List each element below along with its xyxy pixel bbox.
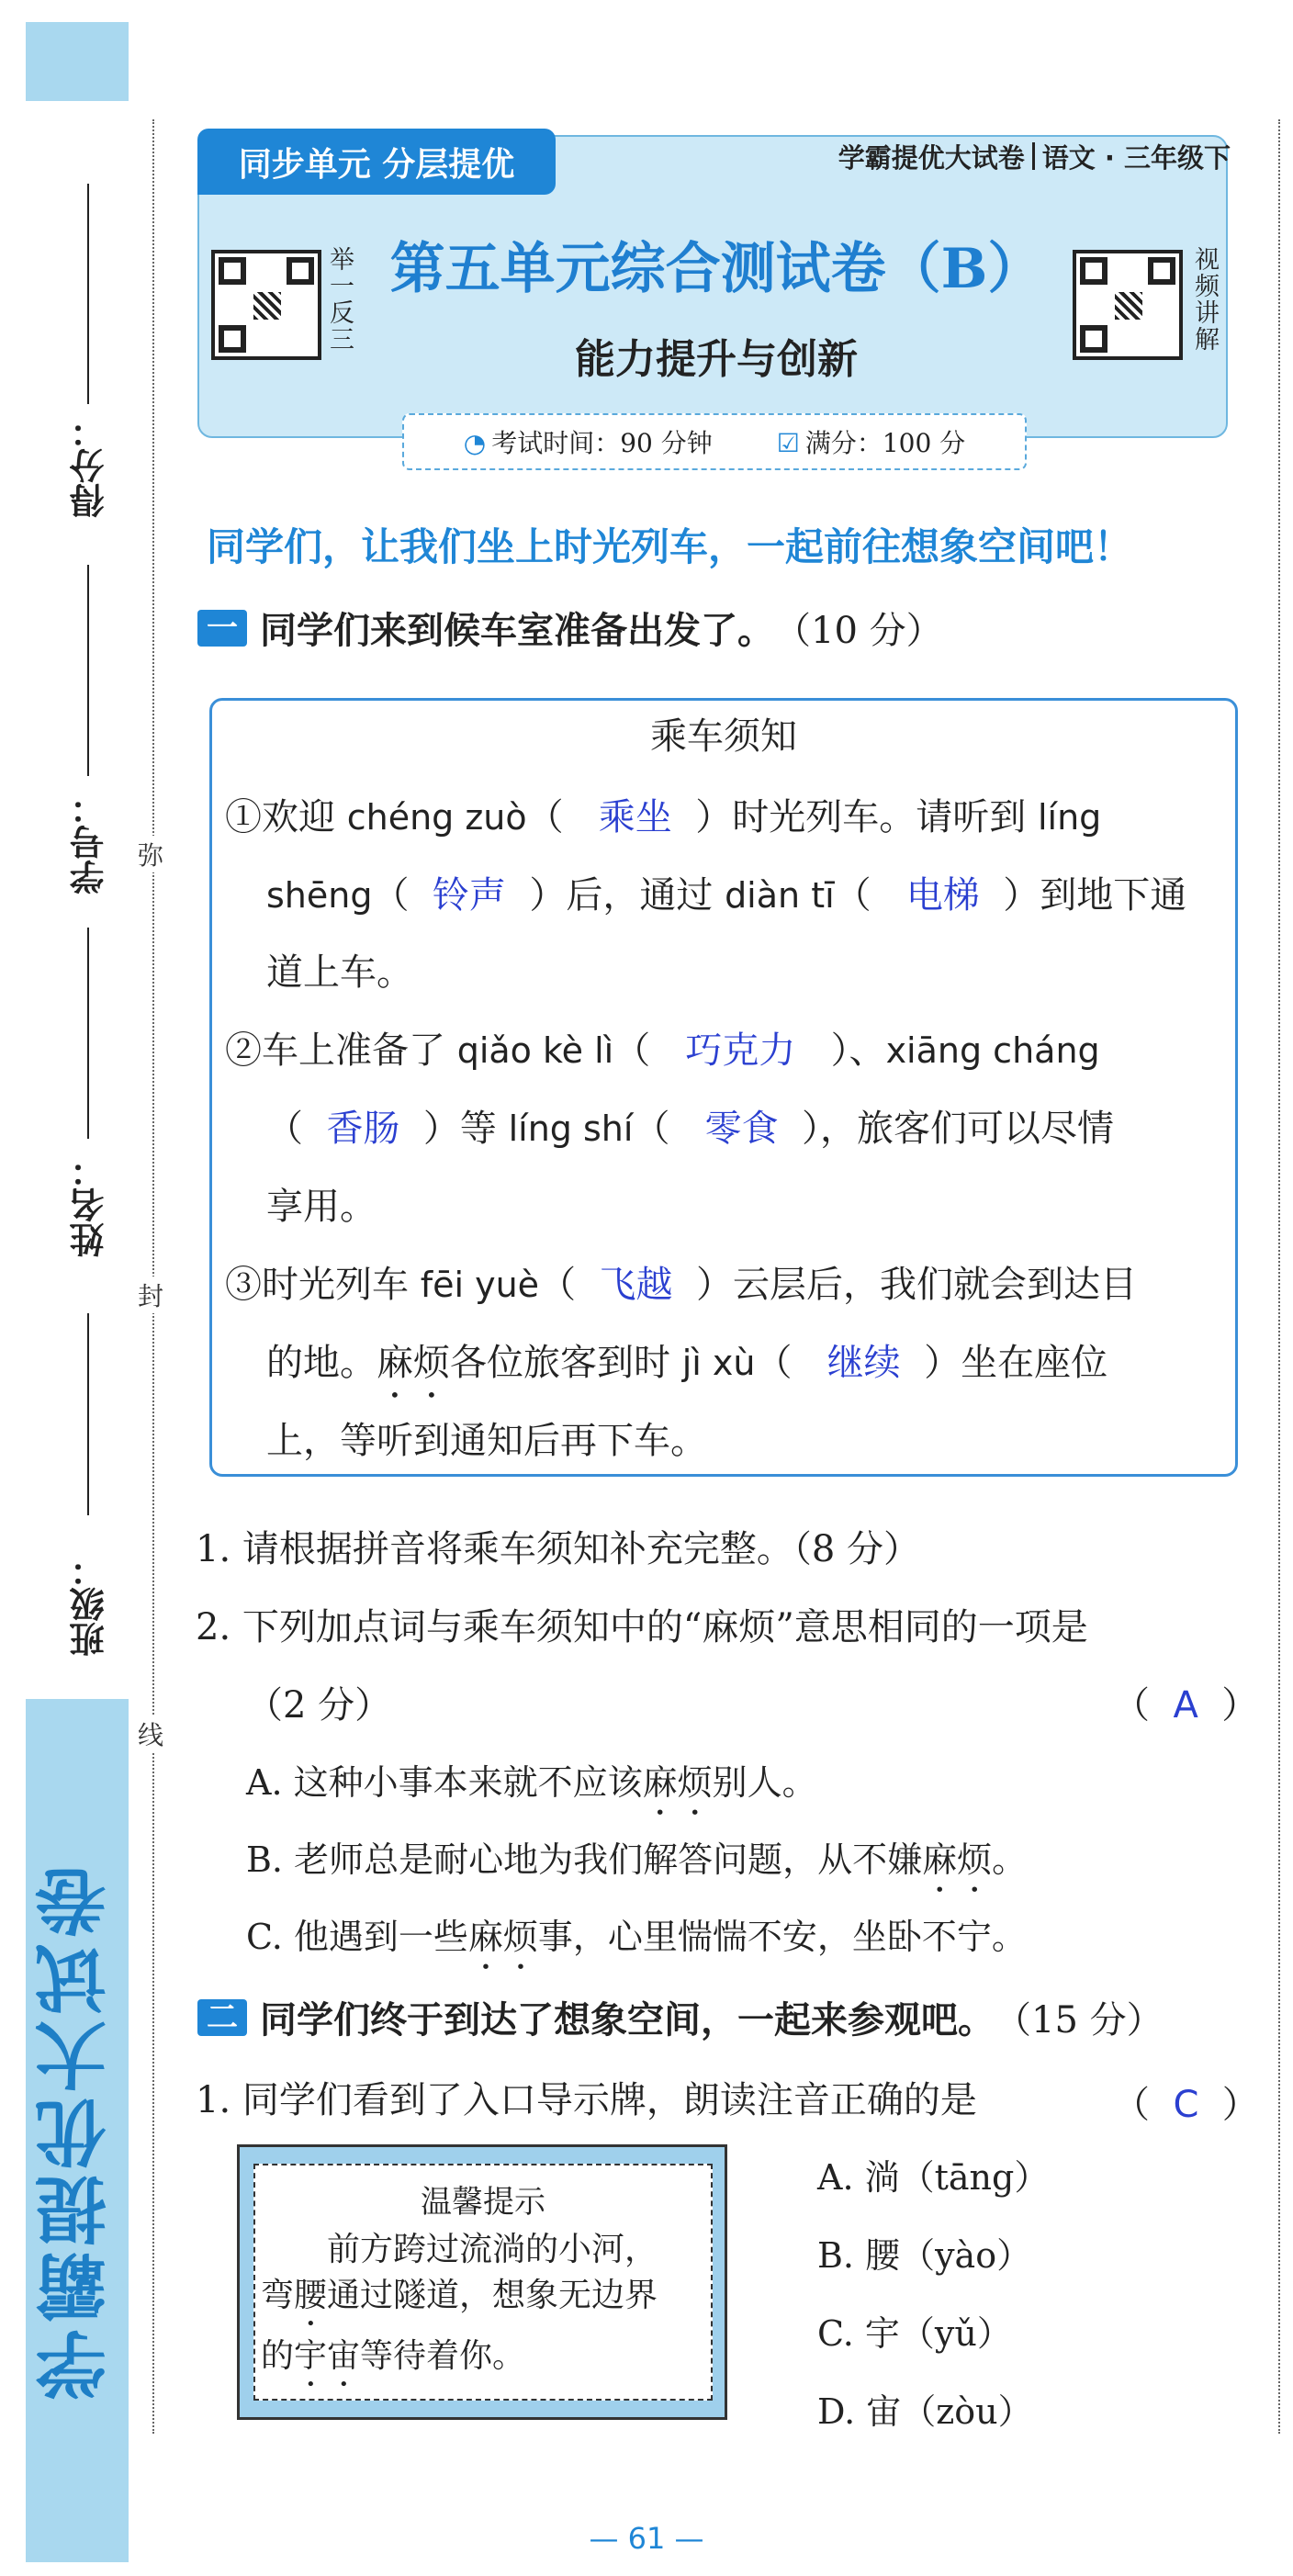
- s2-q1-option-a[interactable]: A. 淌（tāng）: [817, 2157, 1050, 2198]
- notice-line-1: ①欢迎 chéng zuò（ 乘坐 ）时光列车。请听到 líng: [225, 796, 1102, 838]
- side-brand-title: 学霸提优大试卷: [35, 1861, 118, 2401]
- student-id-line: [87, 565, 89, 776]
- score-label: 得分：: [70, 413, 110, 518]
- series-tag: 同步单元 分层提优: [197, 129, 556, 195]
- notice-title: 乘车须知: [650, 715, 797, 758]
- full-score: ☑ 满分：100 分: [776, 428, 966, 458]
- seal-char-3: 线: [138, 1715, 163, 1752]
- dotted-word-mafan: 麻烦: [377, 1342, 450, 1384]
- s2-q1-option-d[interactable]: D. 宙（zòu）: [817, 2391, 1033, 2432]
- section-2-number: 二: [197, 1999, 247, 2036]
- check-icon: ☑: [776, 428, 800, 458]
- section-1-heading: [197, 602, 943, 654]
- name-label: 姓名：: [70, 1153, 110, 1257]
- exam-time: ◔ 考试时间：90 分钟: [463, 428, 713, 458]
- qr-code-right[interactable]: [1073, 250, 1183, 360]
- section-1-points: （10 分）: [774, 610, 943, 652]
- sign-body: 前方跨过流淌的小河， 弯腰通过隧道，想象无边界 的宇宙等待着你。: [261, 2231, 658, 2375]
- notice-line-5: （ 香肠 ）等 líng shí（ 零食 ），旅客们可以尽情: [266, 1108, 1115, 1150]
- answer-lingsheng[interactable]: 铃声: [432, 874, 506, 917]
- score-line: [87, 184, 89, 404]
- answer-xiangchang[interactable]: 香肠: [326, 1108, 400, 1150]
- series-separator: [1032, 142, 1035, 170]
- exam-subtitle: 能力提升与创新: [575, 336, 858, 383]
- notice-line-2: shēng（ 铃声 ）后，通过 diàn tī（ 电梯 ）到地下通: [266, 874, 1187, 917]
- s1-q2-option-c[interactable]: C. 他遇到一些麻烦事，心里惴惴不安，坐卧不宁。: [246, 1917, 1027, 1957]
- s2-question-1: 1. 同学们看到了入口导示牌，朗读注音正确的是: [196, 2079, 977, 2121]
- answer-chengzuo[interactable]: 乘坐: [598, 796, 672, 838]
- s1-q2-option-a[interactable]: A. 这种小事本来就不应该麻烦别人。: [246, 1762, 817, 1803]
- series-info: [735, 129, 1236, 184]
- clock-icon: ◔: [463, 428, 487, 458]
- notice-line-9: 上，等听到通知后再下车。: [266, 1420, 707, 1462]
- s2-q1-option-b[interactable]: B. 腰（yào）: [817, 2235, 1032, 2276]
- side-strip-top: [26, 22, 129, 101]
- student-id-label: 学号：: [70, 790, 110, 894]
- class-line: [87, 1313, 89, 1515]
- answer-feiyue[interactable]: 飞越: [599, 1264, 673, 1306]
- seal-char-2: 封: [138, 1277, 163, 1313]
- qr-right-caption: 视频讲解: [1190, 246, 1219, 353]
- class-label: 班级：: [70, 1552, 110, 1657]
- series-name: 学霸提优大试卷: [838, 141, 1025, 174]
- s1-question-2-points: （2 分）: [246, 1684, 392, 1727]
- section-2-title: 同学们终于到达了想象空间，一起来参观吧。: [260, 1999, 995, 2042]
- section-1-title: 同学们来到候车室准备出发了。: [260, 610, 774, 652]
- answer-lingshi[interactable]: 零食: [704, 1108, 779, 1150]
- qr-left-caption: 举一反三: [325, 246, 354, 353]
- notice-line-7: ③时光列车 fēi yuè（ 飞越 ）云层后，我们就会到达目: [225, 1264, 1137, 1306]
- s1-question-1: 1. 请根据拼音将乘车须知补充完整。（8 分）: [196, 1528, 921, 1570]
- s1-q2-option-b[interactable]: B. 老师总是耐心地为我们解答问题，从不嫌麻烦。: [246, 1839, 1028, 1880]
- name-line: [87, 928, 89, 1139]
- exam-title: 第五单元综合测试卷（B）: [389, 237, 1043, 301]
- answer-qiaokeli[interactable]: 巧克力: [685, 1029, 796, 1072]
- notice-line-6: 享用。: [266, 1186, 377, 1228]
- s2-q1-option-c[interactable]: C. 宇（yǔ）: [817, 2313, 1012, 2354]
- s1-question-2-answer[interactable]: A: [1173, 1684, 1198, 1727]
- notice-line-4: ②车上准备了 qiǎo kè lì（ 巧克力 ）、xiāng cháng: [225, 1029, 1100, 1072]
- s2-question-1-answer[interactable]: C: [1173, 2084, 1199, 2126]
- answer-dianti[interactable]: 电梯: [905, 874, 980, 917]
- exam-info: [402, 413, 1027, 470]
- section-1-number: 一: [197, 610, 247, 647]
- s1-question-2: 2. 下列加点词与乘车须知中的“麻烦”意思相同的一项是: [196, 1606, 1088, 1648]
- series-subject: 语文 · 三年级下: [1041, 141, 1231, 174]
- s2-question-1-answer-bracket: （ C ）: [1113, 2084, 1259, 2126]
- section-2-heading: [197, 1991, 1164, 2043]
- notice-line-8: 的地。麻烦各位旅客到时 jì xù（ 继续 ）坐在座位: [266, 1342, 1108, 1384]
- intro-text: 同学们，让我们坐上时光列车，一起前往想象空间吧！: [207, 524, 1133, 569]
- section-2-points: （15 分）: [995, 1999, 1164, 2042]
- notice-line-3: 道上车。: [266, 951, 413, 994]
- seal-char-1: 弥: [138, 836, 163, 872]
- answer-jixu[interactable]: 继续: [826, 1342, 901, 1384]
- s1-question-2-answer-bracket: （ A ）: [1113, 1684, 1259, 1727]
- seal-line-right: [1278, 119, 1280, 2434]
- sign-title: 温馨提示: [421, 2184, 545, 2221]
- page-number: — 61 —: [589, 2521, 704, 2556]
- qr-code-left[interactable]: [211, 250, 321, 360]
